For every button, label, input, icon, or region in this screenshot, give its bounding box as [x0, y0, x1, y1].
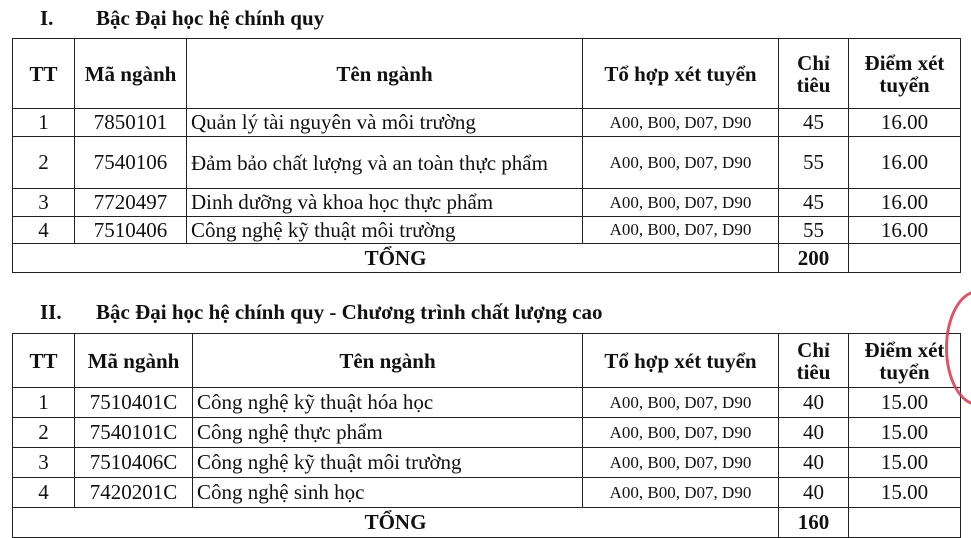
cell-tt: 1 — [13, 388, 75, 418]
cell-name: Công nghệ thực phẩm — [193, 418, 583, 448]
total-label: TỔNG — [13, 244, 779, 273]
cell-score: 16.00 — [849, 109, 961, 137]
cell-tt: 2 — [13, 418, 75, 448]
cell-code: 7510406C — [75, 448, 193, 478]
cell-combo: A00, B00, D07, D90 — [583, 418, 779, 448]
table-header-row — [13, 39, 961, 109]
cell-score: 15.00 — [849, 388, 961, 418]
cell-name: Công nghệ kỹ thuật môi trường — [193, 448, 583, 478]
header-score: Điểm xét tuyển — [849, 334, 961, 388]
cell-combo: A00, B00, D07, D90 — [583, 448, 779, 478]
table-header-row — [13, 334, 961, 388]
cell-score: 16.00 — [849, 189, 961, 217]
total-value: 160 — [779, 508, 849, 538]
header-name: Tên ngành — [187, 39, 583, 109]
header-combo: Tổ hợp xét tuyển — [583, 39, 779, 109]
table-regular-program — [12, 38, 961, 273]
header-name: Tên ngành — [193, 334, 583, 388]
table-high-quality-program — [12, 333, 961, 538]
header-combo: Tổ hợp xét tuyển — [583, 334, 779, 388]
cell-name: Đảm bảo chất lượng và an toàn thực phẩm — [187, 137, 583, 189]
table-total-row — [13, 508, 961, 538]
cell-score: 16.00 — [849, 137, 961, 189]
cell-code: 7510406 — [75, 217, 187, 244]
cell-tt: 2 — [13, 137, 75, 189]
table-row — [13, 388, 961, 418]
cell-code: 7850101 — [75, 109, 187, 137]
cell-quota: 40 — [779, 478, 849, 508]
section-1-heading: Bậc Đại học hệ chính quy — [96, 6, 325, 30]
cell-quota: 45 — [779, 189, 849, 217]
header-code: Mã ngành — [75, 334, 193, 388]
cell-combo: A00, B00, D07, D90 — [583, 478, 779, 508]
cell-name: Quản lý tài nguyên và môi trường — [187, 109, 583, 137]
cell-code: 7420201C — [75, 478, 193, 508]
cell-code: 7540106 — [75, 137, 187, 189]
cell-name: Công nghệ kỹ thuật môi trường — [187, 217, 583, 244]
cell-quota: 55 — [779, 137, 849, 189]
header-tt: TT — [13, 334, 75, 388]
header-tt: TT — [13, 39, 75, 109]
cell-code: 7510401C — [75, 388, 193, 418]
cell-tt: 3 — [13, 448, 75, 478]
table-row — [13, 137, 961, 189]
cell-combo: A00, B00, D07, D90 — [583, 217, 779, 244]
total-label: TỔNG — [13, 508, 779, 538]
section-2-title — [40, 300, 602, 325]
table-row — [13, 478, 961, 508]
header-quota: Chỉ tiêu — [779, 334, 849, 388]
cell-quota: 40 — [779, 388, 849, 418]
cell-tt: 4 — [13, 217, 75, 244]
cell-score: 16.00 — [849, 217, 961, 244]
cell-code: 7720497 — [75, 189, 187, 217]
total-empty-cell — [849, 244, 961, 273]
total-empty-cell — [849, 508, 961, 538]
cell-quota: 40 — [779, 448, 849, 478]
cell-name: Dinh dưỡng và khoa học thực phẩm — [187, 189, 583, 217]
table-row — [13, 418, 961, 448]
table-row — [13, 109, 961, 137]
cell-code: 7540101C — [75, 418, 193, 448]
cell-score: 15.00 — [849, 478, 961, 508]
table-row — [13, 189, 961, 217]
header-quota: Chỉ tiêu — [779, 39, 849, 109]
cell-combo: A00, B00, D07, D90 — [583, 109, 779, 137]
header-code: Mã ngành — [75, 39, 187, 109]
cell-tt: 3 — [13, 189, 75, 217]
cell-name: Công nghệ kỹ thuật hóa học — [193, 388, 583, 418]
table-total-row — [13, 244, 961, 273]
cell-tt: 1 — [13, 109, 75, 137]
section-2-number: II. — [40, 300, 62, 324]
section-2-heading: Bậc Đại học hệ chính quy - Chương trình chất lượng cao — [96, 300, 603, 324]
section-1-number: I. — [40, 6, 54, 30]
cell-combo: A00, B00, D07, D90 — [583, 388, 779, 418]
table-row — [13, 217, 961, 244]
cell-quota: 40 — [779, 418, 849, 448]
header-score: Điểm xét tuyển — [849, 39, 961, 109]
cell-quota: 45 — [779, 109, 849, 137]
cell-combo: A00, B00, D07, D90 — [583, 189, 779, 217]
cell-tt: 4 — [13, 478, 75, 508]
cell-quota: 55 — [779, 217, 849, 244]
cell-score: 15.00 — [849, 418, 961, 448]
section-1-title — [40, 6, 324, 31]
cell-name: Công nghệ sinh học — [193, 478, 583, 508]
total-value: 200 — [779, 244, 849, 273]
cell-combo: A00, B00, D07, D90 — [583, 137, 779, 189]
table-row — [13, 448, 961, 478]
cell-score: 15.00 — [849, 448, 961, 478]
